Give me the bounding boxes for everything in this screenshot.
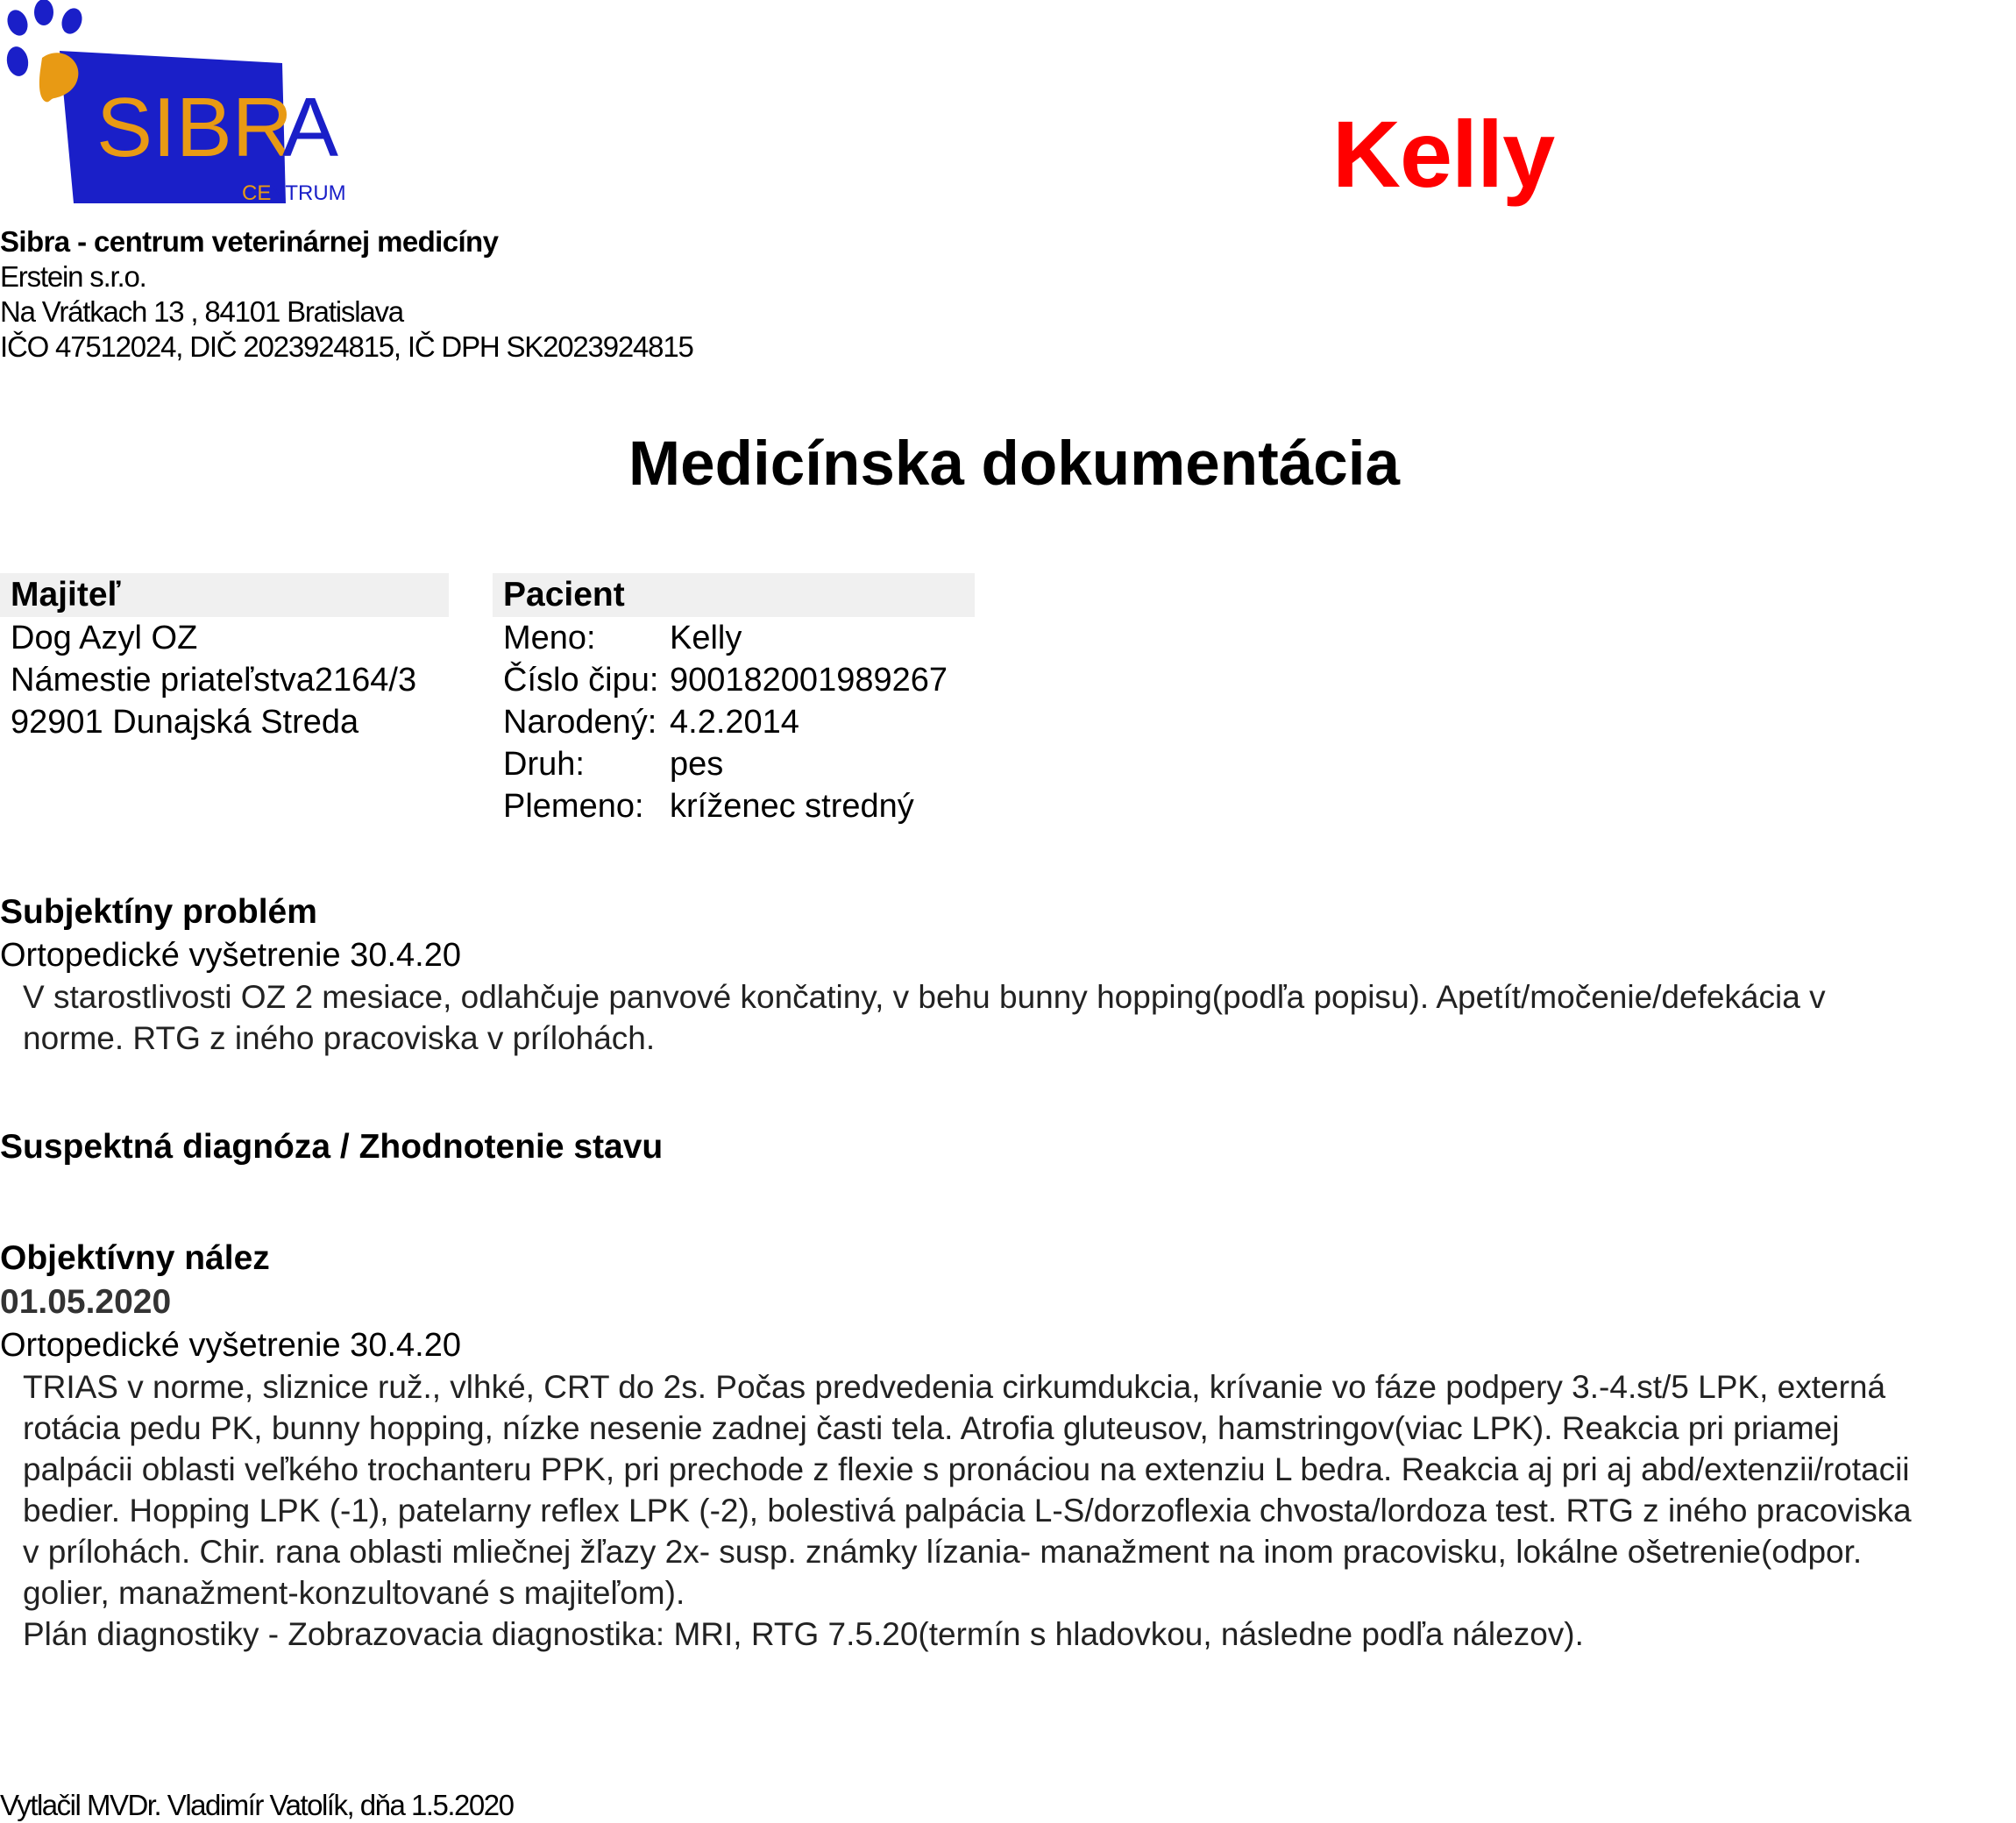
patient-value: 900182001989267 bbox=[670, 662, 948, 699]
suspected-section bbox=[0, 1125, 663, 1169]
objective-line: golier, manažment-konzultované s majiteľom). bbox=[23, 1575, 685, 1611]
objective-body bbox=[0, 1366, 2016, 1655]
objective-line: TRIAS v norme, sliznice ruž., vlhké, CRT do 2s. Počas predvedenia cirkumdukcia, krívanie vo fáze podpery 3.-4.st/5 LPK, externá bbox=[23, 1369, 1886, 1405]
patient-row bbox=[503, 701, 948, 743]
subjective-subtitle: Ortopedické vyšetrenie 30.4.20 bbox=[0, 937, 461, 974]
logo-subtext-ntrum: NTRUM bbox=[270, 181, 346, 205]
objective-line: palpácii oblasti veľkého trochanteru PPK, pri prechode z flexie s pronáciou na extenziu L bedra. Reakcia aj pri aj abd/extenzii/rotacii bbox=[23, 1451, 1910, 1487]
patient-value: pes bbox=[670, 746, 724, 783]
suspected-title: Suspektná diagnóza / Zhodnotenie stavu bbox=[0, 1128, 664, 1166]
patient-label: Druh: bbox=[503, 746, 585, 783]
subjective-body bbox=[0, 976, 2007, 1059]
objective-section bbox=[0, 1237, 2016, 1655]
subjective-title: Subjektíny problém bbox=[0, 893, 317, 931]
owner-name: Dog Azyl OZ bbox=[11, 620, 198, 656]
clinic-address: Na Vrátkach 13 , 84101 Bratislava bbox=[0, 295, 403, 328]
subjective-section bbox=[0, 890, 2007, 1059]
patient-table bbox=[503, 617, 948, 827]
objective-line: Plán diagnostiky - Zobrazovacia diagnostika: MRI, RTG 7.5.20(termín s hladovkou, následne podľa nálezov). bbox=[23, 1616, 1584, 1652]
patient-label: Narodený: bbox=[503, 704, 657, 741]
patient-row bbox=[503, 659, 948, 701]
objective-title: Objektívny nález bbox=[0, 1239, 270, 1277]
logo-subtext-ce: CE bbox=[242, 181, 272, 205]
patient-value: 4.2.2014 bbox=[670, 704, 799, 741]
owner-street: Námestie priateľstva2164/3 bbox=[11, 662, 417, 699]
patient-label: Meno: bbox=[503, 620, 596, 656]
objective-date: 01.05.2020 bbox=[0, 1283, 172, 1321]
paw-icon bbox=[4, 0, 86, 102]
clinic-info bbox=[0, 224, 693, 365]
subjective-line: norme. RTG z iného pracoviska v prílohách. bbox=[23, 1020, 656, 1056]
owner-city: 92901 Dunajská Streda bbox=[11, 704, 359, 741]
patient-row bbox=[503, 785, 948, 827]
patient-row bbox=[503, 743, 948, 785]
document-title: Medicínska dokumentácia bbox=[628, 429, 1400, 499]
patient-label: Plemeno: bbox=[503, 788, 644, 825]
patient-label: Číslo čipu: bbox=[503, 662, 659, 699]
sibra-logo bbox=[0, 0, 368, 210]
subjective-line: V starostlivosti OZ 2 mesiace, odlahčuje panvové končatiny, v behu bunny hopping(podľa popisu). Apetít/močenie/defekácia v bbox=[23, 979, 1826, 1015]
clinic-ids: IČO 47512024, DIČ 2023924815, IČ DPH SK2023924815 bbox=[0, 330, 693, 363]
owner-box bbox=[0, 573, 449, 743]
objective-line: rotácia pedu PK, bunny hopping, nízke nesenie zadnej časti tela. Atrofia gluteusov, hamstringov(viac LPK). Reakcia pri priamej bbox=[23, 1410, 1840, 1446]
patient-value: Kelly bbox=[670, 620, 742, 656]
clinic-company: Erstein s.r.o. bbox=[0, 260, 146, 293]
clinic-name: Sibra - centrum veterinárnej medicíny bbox=[0, 225, 499, 258]
objective-line: v prílohách. Chir. rana oblasti mliečnej žľazy 2x- susp. známky lízania- manažment na inom pracovisku, lokálne ošetrenie(odpor. bbox=[23, 1534, 1863, 1570]
objective-line: bedier. Hopping LPK (-1), patelarny reflex LPK (-2), bolestivá palpácia L-S/dorzoflexia chvosta/lordoza test. RTG z iného pracoviska bbox=[23, 1493, 1912, 1529]
logo-text-a: A bbox=[282, 81, 339, 174]
logo-text-sibr: SIBR bbox=[96, 81, 294, 174]
patient-row bbox=[503, 617, 948, 659]
objective-subtitle: Ortopedické vyšetrenie 30.4.20 bbox=[0, 1327, 461, 1364]
print-footer: Vytlačil MVDr. Vladimír Vatolík, dňa 1.5.2020 bbox=[0, 1789, 514, 1821]
patient-box bbox=[493, 573, 975, 827]
patient-heading: Pacient bbox=[493, 573, 975, 617]
owner-heading: Majiteľ bbox=[0, 573, 449, 617]
patient-name-heading: Kelly bbox=[1332, 101, 1555, 207]
patient-value: kríženec stredný bbox=[670, 788, 914, 825]
